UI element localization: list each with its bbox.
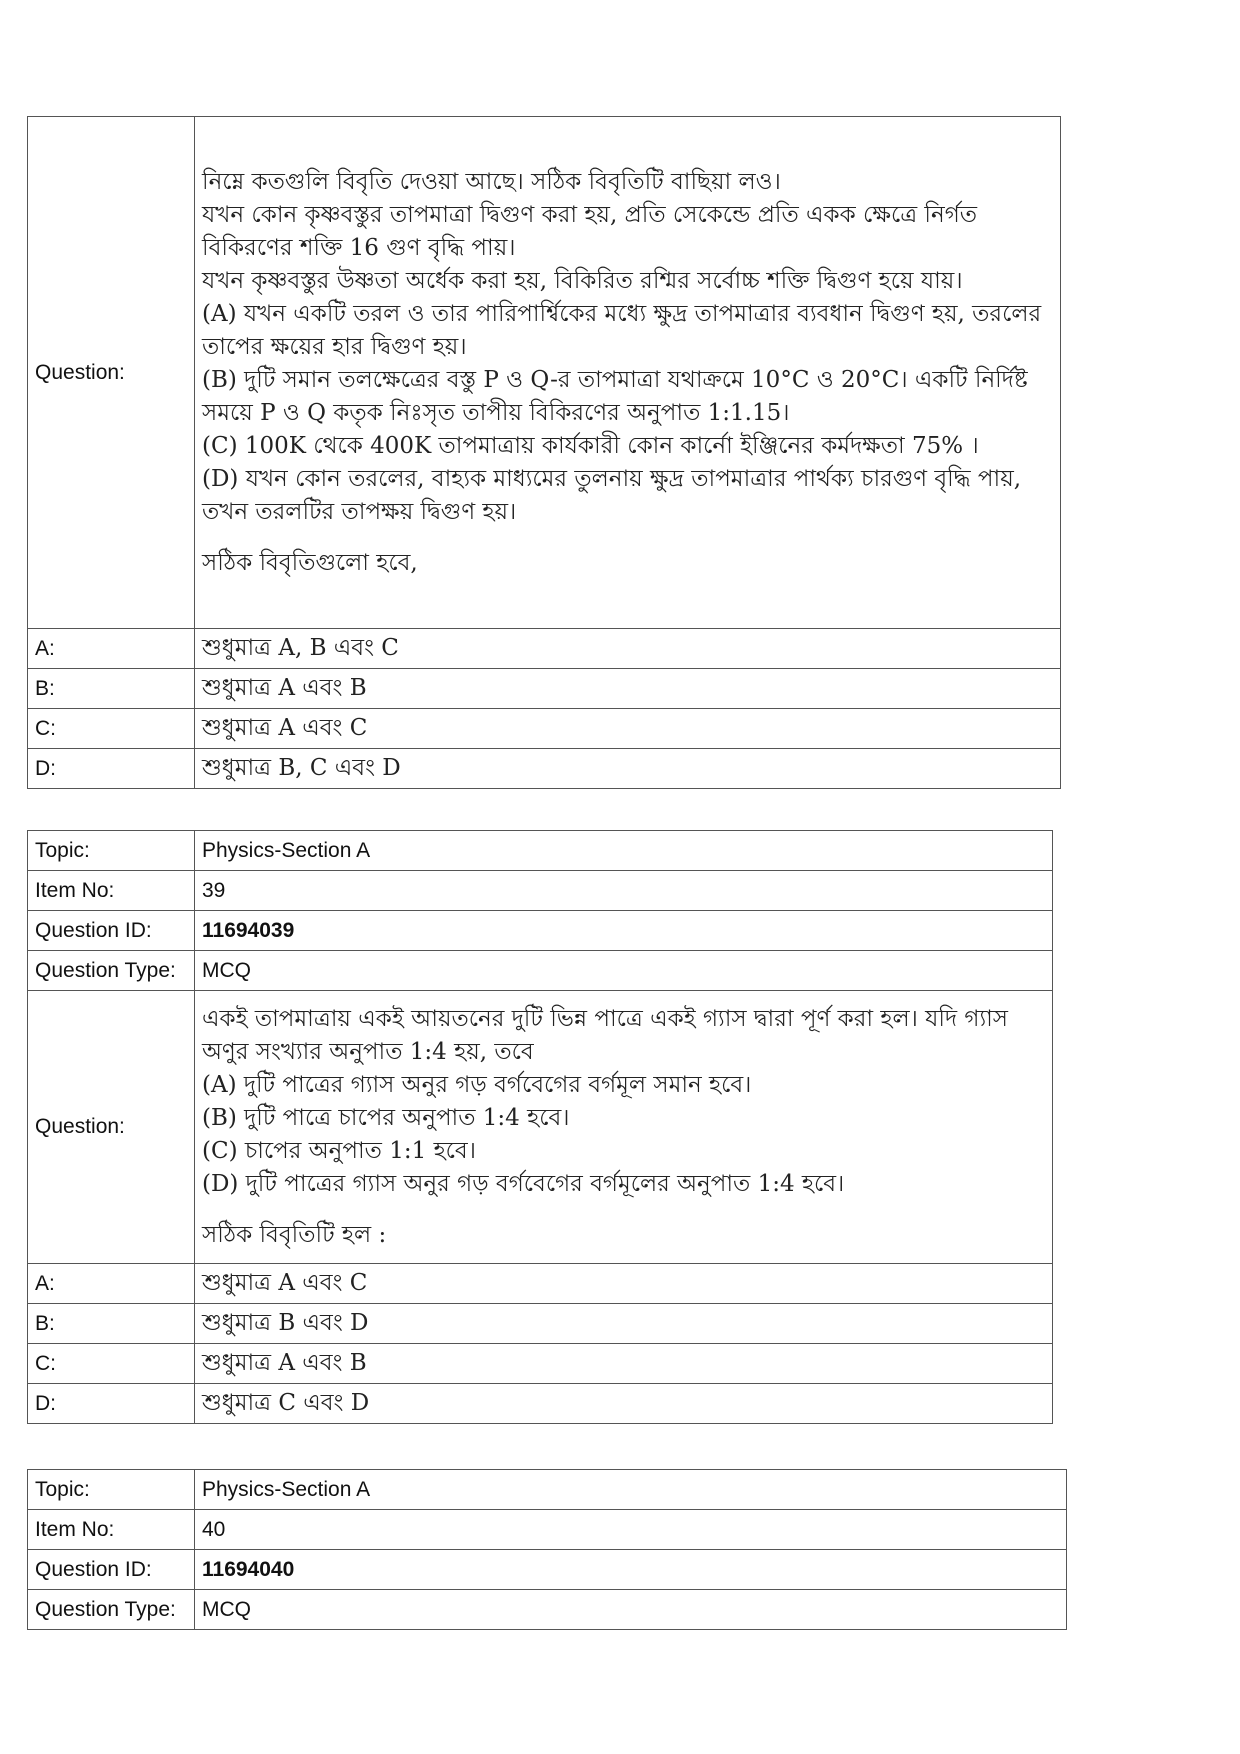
item-no-label: Item No:: [28, 1510, 195, 1550]
question-id-row: [28, 911, 1053, 951]
question-text: [195, 991, 1053, 1264]
topic-row: [28, 1470, 1067, 1510]
question-line: (D) যখন কোন তরলের, বাহ্যক মাধ্যমের তুলনায় ক্ষুদ্র তাপমাত্রার পার্থক্য চারগুণ বৃদ্ধি পায়, তখন তরলটির তাপক্ষয় দ্বিগুণ হয়।: [202, 465, 1022, 525]
option-text: শুধুমাত্র A এবং C: [195, 1264, 1053, 1304]
question-table-39: [27, 830, 1053, 1424]
topic-label: Topic:: [28, 831, 195, 871]
option-label: D:: [28, 1384, 195, 1424]
topic-value: Physics-Section A: [195, 831, 1053, 871]
question-line: (B) দুটি পাত্রে চাপের অনুপাত 1:4 হবে।: [202, 1104, 570, 1131]
question-id-label: Question ID:: [28, 911, 195, 951]
option-text: শুধুমাত্র A এবং C: [195, 709, 1061, 749]
item-no-value: 40: [195, 1510, 1067, 1550]
topic-row: [28, 831, 1053, 871]
option-text: শুধুমাত্র C এবং D: [195, 1384, 1053, 1424]
question-type-label: Question Type:: [28, 1590, 195, 1630]
option-row-a: [28, 629, 1061, 669]
question-table-38: [27, 116, 1061, 789]
question-id-value: 11694040: [195, 1550, 1067, 1590]
question-type-row: [28, 1590, 1067, 1630]
item-no-label: Item No:: [28, 871, 195, 911]
question-tail: সঠিক বিবৃতিটি হল :: [202, 1221, 387, 1248]
question-line: (B) দুটি সমান তলক্ষেত্রের বস্তু P ও Q-র তাপমাত্রা যথাক্রমে 10°C ও 20°C। একটি নির্দিষ্ট সময়ে P ও Q কতৃক নিঃসৃত তাপীয় বিকিরণের অনুপাত 1:1.15।: [202, 366, 1028, 426]
topic-label: Topic:: [28, 1470, 195, 1510]
option-row-b: [28, 669, 1061, 709]
question-tail: সঠিক বিবৃতিগুলো হবে,: [202, 549, 418, 576]
question-type-label: Question Type:: [28, 951, 195, 991]
option-row-c: [28, 1344, 1053, 1384]
question-line: (C) 100K থেকে 400K তাপমাত্রায় কার্যকারী কোন কার্নো ইঞ্জিনের কর্মদক্ষতা 75% ।: [202, 432, 979, 459]
question-type-value: MCQ: [195, 951, 1053, 991]
question-table-40: [27, 1469, 1067, 1630]
question-id-label: Question ID:: [28, 1550, 195, 1590]
question-label: Question:: [28, 991, 195, 1264]
option-text: শুধুমাত্র B এবং D: [195, 1304, 1053, 1344]
option-row-d: [28, 1384, 1053, 1424]
option-row-a: [28, 1264, 1053, 1304]
item-no-row: [28, 1510, 1067, 1550]
question-line: (C) চাপের অনুপাত 1:1 হবে।: [202, 1137, 476, 1164]
option-text: শুধুমাত্র A, B এবং C: [195, 629, 1061, 669]
question-line: যখন কৃষ্ণবস্তুর উষ্ণতা অর্ধেক করা হয়, বিকিরিত রশ্মির সর্বোচ্চ শক্তি দ্বিগুণ হয়ে যায়।: [202, 267, 963, 294]
question-line: (A) দুটি পাত্রের গ্যাস অনুর গড় বর্গবেগের বর্গমূল সমান হবে।: [202, 1071, 752, 1098]
option-label: C:: [28, 1344, 195, 1384]
option-label: A:: [28, 629, 195, 669]
question-id-value: 11694039: [195, 911, 1053, 951]
option-row-d: [28, 749, 1061, 789]
item-no-row: [28, 871, 1053, 911]
option-row-c: [28, 709, 1061, 749]
option-label: A:: [28, 1264, 195, 1304]
option-row-b: [28, 1304, 1053, 1344]
topic-value: Physics-Section A: [195, 1470, 1067, 1510]
option-label: D:: [28, 749, 195, 789]
question-id-row: [28, 1550, 1067, 1590]
option-text: শুধুমাত্র A এবং B: [195, 1344, 1053, 1384]
option-text: শুধুমাত্র A এবং B: [195, 669, 1061, 709]
question-line: (D) দুটি পাত্রের গ্যাস অনুর গড় বর্গবেগের বর্গমূলের অনুপাত 1:4 হবে।: [202, 1170, 845, 1197]
option-label: B:: [28, 669, 195, 709]
question-line: (A) যখন একটি তরল ও তার পারিপার্শ্বিকের মধ্যে ক্ষুদ্র তাপমাত্রার ব্যবধান দ্বিগুণ হয়, তরলের তাপের ক্ষয়ের হার দ্বিগুণ হয়।: [202, 300, 1042, 360]
question-label: Question:: [28, 117, 195, 629]
item-no-value: 39: [195, 871, 1053, 911]
question-text: [195, 117, 1061, 629]
option-label: C:: [28, 709, 195, 749]
question-row: [28, 991, 1053, 1264]
question-row: [28, 117, 1061, 629]
question-type-value: MCQ: [195, 1590, 1067, 1630]
question-line: একই তাপমাত্রায় একই আয়তনের দুটি ভিন্ন পাত্রে একই গ্যাস দ্বারা পূর্ণ করা হল। যদি গ্যাস অণুর সংখ্যার অনুপাত 1:4 হয়, তবে: [202, 1005, 1008, 1065]
question-line: যখন কোন কৃষ্ণবস্তুর তাপমাত্রা দ্বিগুণ করা হয়, প্রতি সেকেন্ডে প্রতি একক ক্ষেত্রে নির্গত বিকিরণের শক্তি 16 গুণ বৃদ্ধি পায়।: [202, 201, 978, 261]
option-label: B:: [28, 1304, 195, 1344]
option-text: শুধুমাত্র B, C এবং D: [195, 749, 1061, 789]
question-line: নিম্নে কতগুলি বিবৃতি দেওয়া আছে। সঠিক বিবৃতিটি বাছিয়া লও।: [202, 168, 781, 195]
question-type-row: [28, 951, 1053, 991]
